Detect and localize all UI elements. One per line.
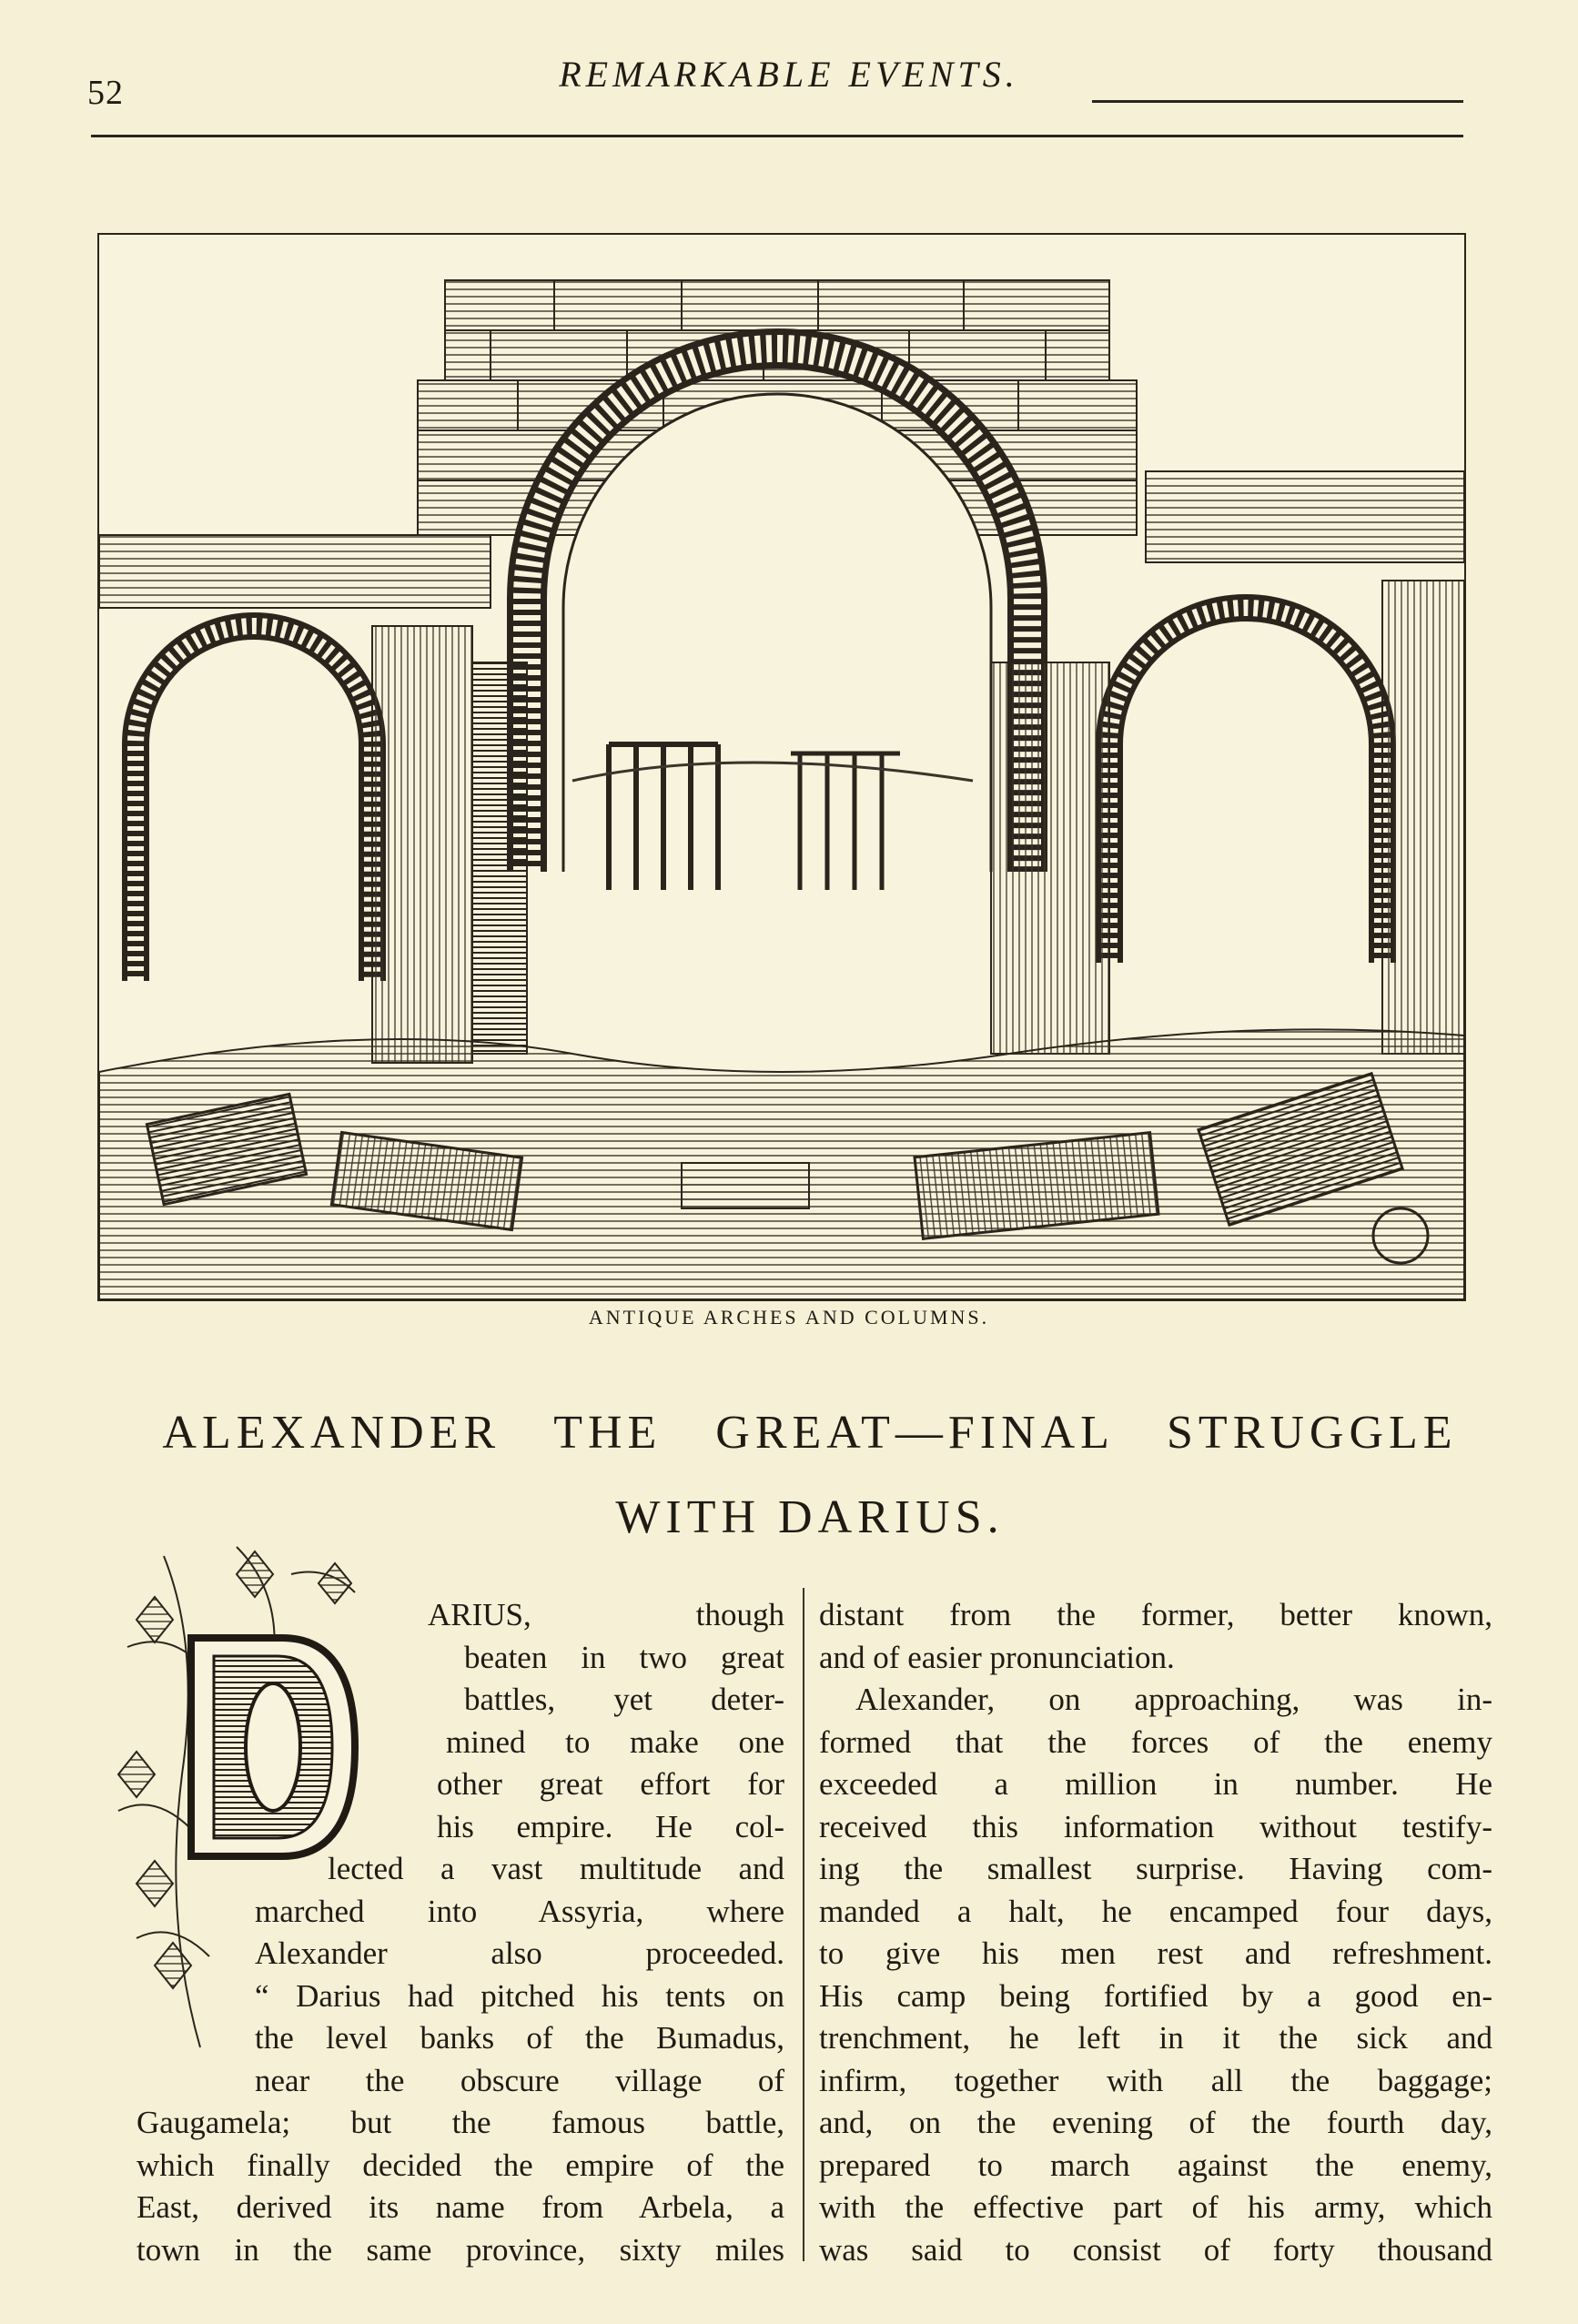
text-line: and of easier pronunciation. <box>819 1639 1175 1675</box>
chapter-title-line-1: ALEXANDER THE GREAT—FINAL STRUGGLE <box>162 1407 1458 1459</box>
text-line: and, on the evening of the fourth day, <box>819 2105 1492 2140</box>
text-line: with the effective part of his army, which <box>819 2189 1492 2225</box>
text-line: received this information without testify- <box>819 1808 1492 1844</box>
text-line: was said to consist of forty thousand <box>819 2231 1492 2268</box>
text-line: the level banks of the Bumadus, <box>255 2020 784 2056</box>
text-line: battles, yet deter- <box>464 1682 784 1717</box>
header-rule <box>91 135 1463 137</box>
text-line: his empire. He col- <box>437 1808 784 1844</box>
text-line: ing the smallest surprise. Having com- <box>819 1851 1492 1886</box>
text-line: beaten in two great <box>464 1639 784 1675</box>
text-line: ARIUS, though <box>428 1597 784 1632</box>
text-line: trenchment, he left in it the sick and <box>819 2020 1492 2056</box>
arches-engraving <box>99 235 1464 1299</box>
text-line: Alexander also proceeded. <box>255 1935 784 1971</box>
engraving-illustration <box>97 233 1466 1301</box>
right-arch <box>991 471 1464 1054</box>
rubble-ground <box>99 1029 1464 1299</box>
text-line: lected a vast multitude and <box>328 1851 784 1886</box>
text-line: marched into Assyria, where <box>255 1893 784 1929</box>
chapter-title-line-2: WITH DARIUS. <box>615 1491 1005 1543</box>
running-title: REMARKABLE EVENTS. <box>559 54 1019 95</box>
left-arch <box>99 535 527 1063</box>
text-line: other great effort for <box>437 1766 784 1802</box>
text-line: to give his men rest and refreshment. <box>819 1935 1492 1971</box>
text-line: Gaugamela; but the famous battle, <box>137 2105 784 2140</box>
text-line: distant from the former, better known, <box>819 1597 1492 1632</box>
column-divider <box>803 1588 804 2261</box>
text-line: manded a halt, he encamped four days, <box>819 1893 1492 1929</box>
left-column <box>137 1594 784 2271</box>
text-line: infirm, together with all the baggage; <box>819 2062 1492 2098</box>
central-arch <box>527 349 1027 872</box>
text-line: Alexander, on approaching, was in- <box>855 1682 1492 1717</box>
text-line: town in the same province, sixty miles <box>137 2231 784 2268</box>
text-line: His camp being fortified by a good en- <box>819 1977 1492 2014</box>
figure-caption: ANTIQUE ARCHES AND COLUMNS. <box>588 1306 990 1329</box>
header-rule-short <box>1092 100 1463 103</box>
text-line: formed that the forces of the enemy <box>819 1723 1492 1760</box>
right-column <box>819 1594 1492 2271</box>
text-line: near the obscure village of <box>255 2062 784 2098</box>
text-line: East, derived its name from Arbela, a <box>137 2189 784 2225</box>
text-line: exceeded a million in number. He <box>819 1766 1492 1802</box>
text-line: “ Darius had pitched his tents on <box>255 1977 784 2014</box>
text-line: which finally decided the empire of the <box>137 2147 784 2183</box>
text-line: mined to make one <box>446 1723 784 1760</box>
text-line: prepared to march against the enemy, <box>819 2147 1492 2183</box>
page-number: 52 <box>87 74 124 112</box>
